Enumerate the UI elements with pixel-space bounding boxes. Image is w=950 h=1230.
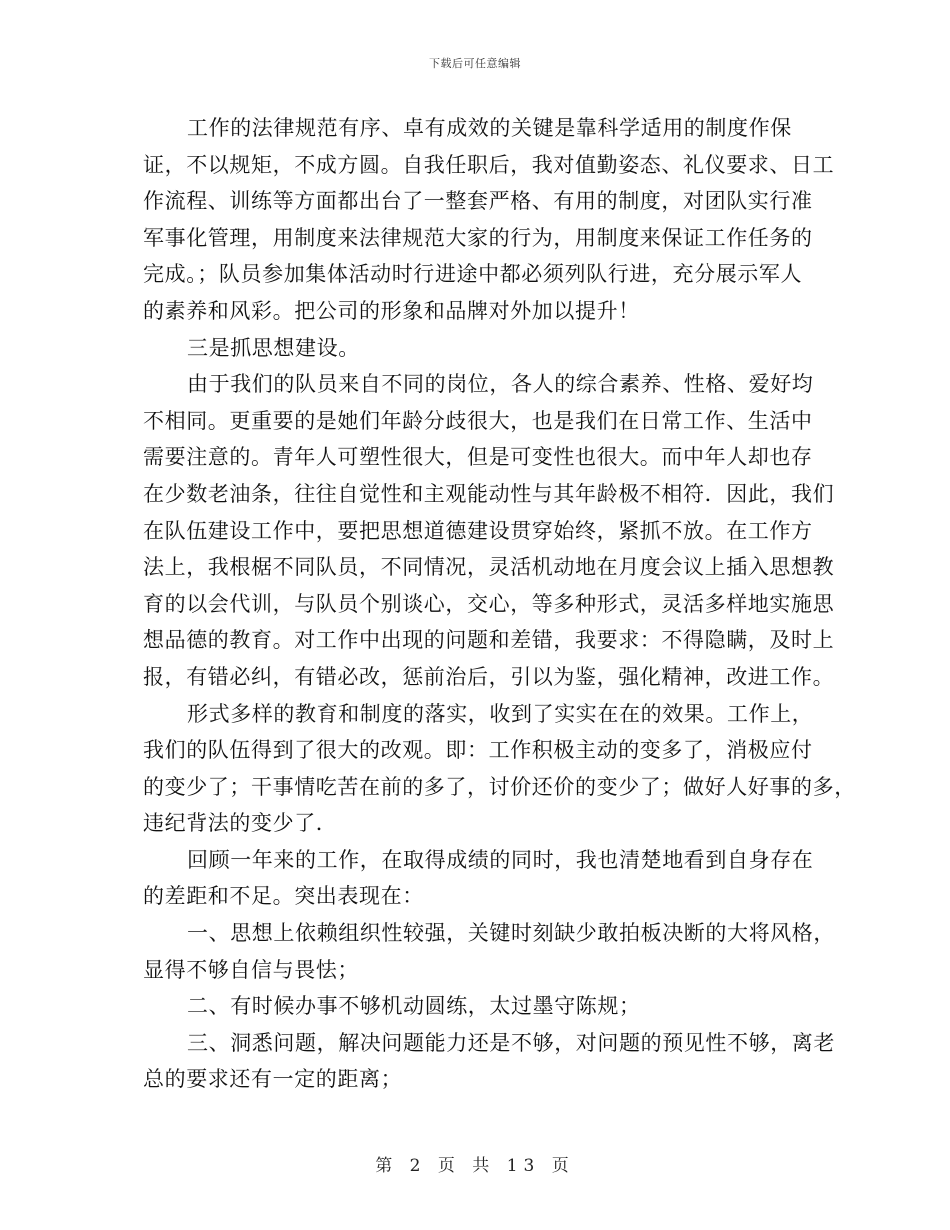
list-item-continuation: 总的要求还有一定的距离； xyxy=(143,1067,403,1092)
document-body xyxy=(143,110,856,1098)
paragraph-line: 的素养和风彩。把公司的形象和品牌对外加以提升！ xyxy=(143,298,640,323)
paragraph-line: 证，不以规矩，不成方圆。自我任职后，我对值勤姿态、礼仪要求、日工 xyxy=(143,152,835,177)
paragraph-line: 我们的队伍得到了很大的改观。即：工作积极主动的变多了，消极应付 xyxy=(143,738,813,763)
list-item: 二、有时候办事不够机动圆练，太过墨守陈规； xyxy=(187,994,641,1019)
list-item: 三、洞悉问题，解决问题能力还是不够，对问题的预见性不够，离老 xyxy=(187,1030,835,1055)
paragraph-line: 报，有错必纠，有错必改，惩前治后，引以为鉴，强化精神，改进工作。 xyxy=(143,664,835,689)
paragraph-line: 在少数老油条，往往自觉性和主观能动性与其年龄极不相符．因此，我们 xyxy=(143,481,835,506)
paragraph-line: 的差距和不足。突出表现在： xyxy=(143,884,424,909)
paragraph-line: 完成。；队员参加集体活动时行进途中都必须列队行进，充分展示军人 xyxy=(143,262,803,287)
list-item-continuation: 显得不够自信与畏怯； xyxy=(143,957,359,982)
paragraph-line: 工作的法律规范有序、卓有成效的关键是靠科学适用的制度作保 xyxy=(187,116,792,140)
paragraph-line: 军事化管理，用制度来法律规范大家的行为，用制度来保证工作任务的 xyxy=(143,225,813,250)
paragraph-line: 的变少了；干事情吃苦在前的多了，讨价还价的变少了；做好人好事的多， xyxy=(143,774,856,799)
list-item: 一、思想上依赖组织性较强，关键时刻缺少敢拍板决断的大将风格， xyxy=(187,921,835,946)
paragraph-line: 不相同。更重要的是她们年龄分歧很大，也是我们在日常工作、生活中 xyxy=(143,408,813,433)
paragraph-line: 违纪背法的变少了． xyxy=(143,811,338,836)
paragraph-line: 作流程、训练等方面都出台了一整套严格、有用的制度，对团队实行准 xyxy=(143,189,813,214)
paragraph-line: 形式多样的教育和制度的落实，收到了实实在在的效果。工作上， xyxy=(187,701,814,726)
paragraph-line: 在队伍建设工作中，要把思想道德建设贯穿始终，紧抓不放。在工作方 xyxy=(143,518,813,543)
paragraph-line: 想品德的教育。对工作中出现的问题和差错，我要求：不得隐瞒，及时上 xyxy=(143,628,835,653)
section-heading: 三是抓思想建设。 xyxy=(187,335,360,360)
paragraph-line: 育的以会代训，与队员个别谈心，交心，等多种形式，灵活多样地实施思 xyxy=(143,591,835,616)
paragraph-line: 由于我们的队员来自不同的岗位，各人的综合素养、性格、爱好均 xyxy=(187,372,814,397)
paragraph-line: 法上，我根椐不同队员，不同情况，灵活机动地在月度会议上插入思想教 xyxy=(143,555,835,580)
page-number: 第 2 页 共 13 页 xyxy=(375,1156,575,1176)
page-header: 下载后可任意编辑 xyxy=(429,57,521,70)
paragraph-line: 需要注意的。青年人可塑性很大，但是可变性也很大。而中年人却也存 xyxy=(143,445,813,470)
paragraph-line: 回顾一年来的工作，在取得成绩的同时，我也清楚地看到自身存在 xyxy=(187,847,814,872)
